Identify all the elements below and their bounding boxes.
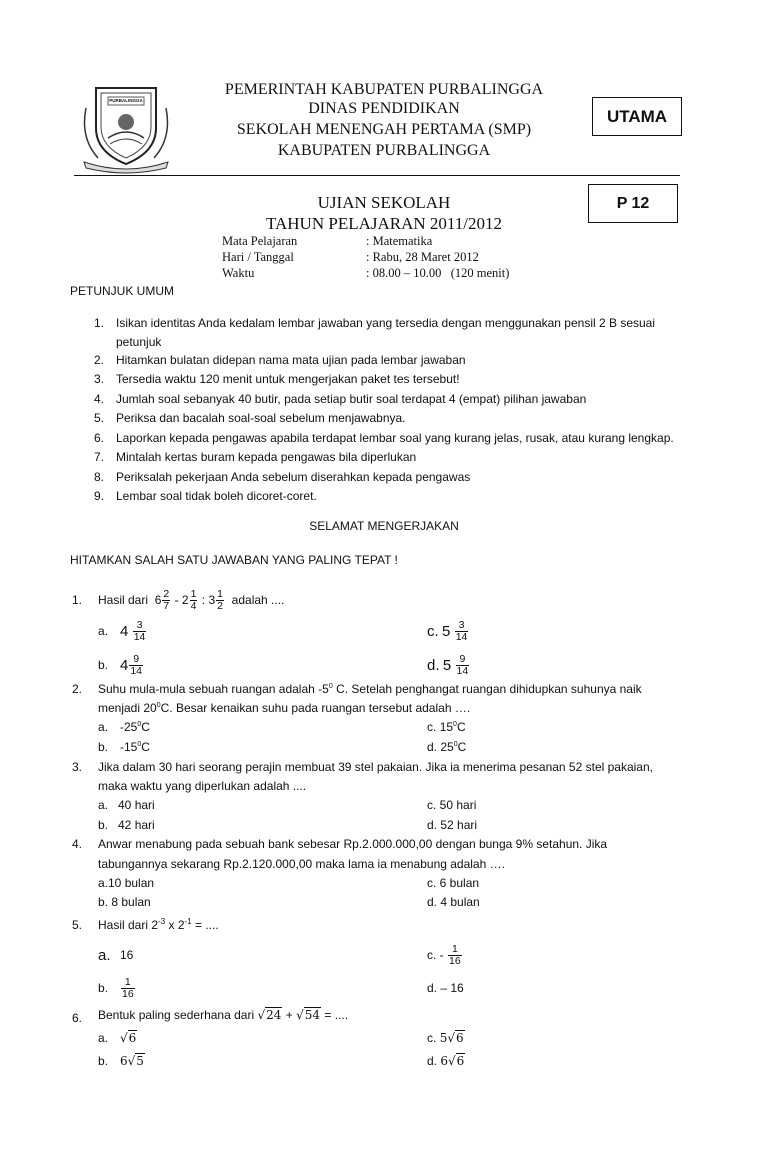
option-c[interactable]: c. 5 $\frac{3}{14}$ — [427, 619, 468, 643]
list-number: 2. — [94, 353, 105, 367]
list-item: Isikan identitas Anda kedalam lembar jawaban yang tersedia dengan menggunakan pensil 2 B sesuai — [116, 316, 656, 330]
list-item: Lembar soal tidak boleh dicoret-coret. — [116, 489, 317, 503]
instructions-heading: PETUNJUK UMUM — [70, 284, 174, 298]
list-item: Hitamkan bulatan didepan nama mata ujian pada lembar jawaban — [116, 353, 466, 367]
question-number: 5. — [72, 918, 83, 932]
option-a[interactable]: a. √6 — [98, 1031, 137, 1045]
meta-time — [222, 266, 509, 281]
header-government: PEMERINTAH KABUPATEN PURBALINGGA — [224, 81, 544, 98]
operator: : — [201, 593, 206, 607]
option-a[interactable]: a. 16 — [98, 946, 134, 964]
mixed-whole: 6 — [154, 593, 162, 607]
list-number: 1. — [94, 316, 105, 330]
exam-title: UJIAN SEKOLAH — [317, 193, 451, 212]
option-d[interactable]: d. 5 $\frac{9}{14}$ — [427, 653, 469, 677]
meta-value: : Matematika — [366, 234, 433, 248]
list-number: 7. — [94, 450, 105, 464]
question-text — [98, 582, 284, 618]
meta-label: Mata Pelajaran — [222, 234, 298, 248]
list-number: 8. — [94, 470, 105, 484]
list-number: 5. — [94, 411, 105, 425]
list-number: 6. — [94, 431, 105, 445]
list-item: Mintalah kertas buram kepada pengawas bila diperlukan — [116, 450, 417, 464]
question-suffix: adalah .... — [231, 593, 285, 607]
list-item: Periksa dan bacalah soal-soal sebelum menjawabnya. — [116, 411, 406, 425]
option-d[interactable]: d. $25^0C$ — [427, 740, 467, 754]
fraction: $\frac{1}{16}$ — [449, 943, 461, 967]
option-b[interactable]: b. $-15^0C$ — [98, 740, 150, 754]
operator: - — [174, 593, 179, 607]
fraction: $\frac{2}{7}$ — [163, 588, 170, 612]
header-divider — [74, 175, 680, 176]
list-number: 9. — [94, 489, 105, 503]
option-b[interactable]: b. $\frac{1}{16}$ — [98, 976, 134, 1000]
header-school: SEKOLAH MENENGAH PERTAMA (SMP) — [236, 121, 532, 138]
meta-subject — [222, 234, 432, 249]
option-c[interactable]: c. 50 hari — [427, 798, 477, 812]
question-text-line: Suhu mula-mula sebuah ruangan adalah $-5^0$ C. Setelah penghangat ruangan dihidupkan suhunya naik — [98, 682, 642, 696]
option-d[interactable]: d. 4 bulan — [427, 895, 480, 909]
option-a[interactable]: a. 40 hari — [98, 798, 155, 812]
question-text-line: Jika dalam 30 hari seorang perajin membuat 39 stel pakaian. Jika ia menerima pesanan 52 stel pakaian, — [98, 760, 653, 774]
question-prefix: Hasil dari — [98, 593, 149, 607]
option-d[interactable]: d. 6√6 — [427, 1054, 465, 1068]
option-c[interactable]: c. 5√6 — [427, 1031, 464, 1045]
option-b[interactable]: b. 42 hari — [98, 818, 155, 832]
list-item: Tersedia waktu 120 menit untuk mengerjakan paket tes tersebut! — [116, 372, 460, 386]
header-department: DINAS PENDIDIKAN — [308, 100, 460, 117]
list-item: Laporkan kepada pengawas apabila terdapat lembar soal yang kurang jelas, rusak, atau kurang lengkap. — [116, 431, 674, 445]
question-number: 6. — [72, 1011, 83, 1025]
square-root: √54 — [296, 1008, 321, 1022]
fraction: $\frac{1}{4}$ — [190, 588, 197, 612]
list-item-continued: petunjuk — [116, 335, 162, 349]
option-c[interactable]: c. $15^0C$ — [427, 720, 466, 734]
list-number: 4. — [94, 392, 105, 406]
question-text-line: maka waktu yang diperlukan adalah .... — [98, 779, 307, 793]
mixed-whole: 2 — [181, 593, 189, 607]
question-number: 1. — [72, 593, 83, 607]
badge-utama: UTAMA — [592, 97, 682, 136]
question-number: 3. — [72, 760, 83, 774]
fraction: $\frac{9}{14}$ — [130, 653, 143, 677]
question-text: Bentuk paling sederhana dari √24 + √54 = .... — [98, 1008, 349, 1022]
header-regency: KABUPATEN PURBALINGGA — [277, 142, 491, 159]
question-number: 4. — [72, 837, 83, 851]
fraction: $\frac{3}{14}$ — [455, 619, 468, 643]
option-c[interactable]: c. - $\frac{1}{16}$ — [427, 943, 461, 967]
question-text-line: tabungannya sekarang Rp.2.120.000,00 maka lama ia menabung adalah …. — [98, 857, 505, 871]
question-text-line: Anwar menabung pada sebuah bank sebesar Rp.2.000.000,00 dengan bunga 9% setahun. Jika — [98, 837, 608, 851]
fraction: $\frac{3}{14}$ — [133, 619, 146, 643]
list-item: Jumlah soal sebanyak 40 butir, pada setiap butir soal terdapat 4 (empat) pilihan jawaban — [116, 392, 587, 406]
option-a[interactable]: a.10 bulan — [98, 876, 155, 890]
list-item: Periksalah pekerjaan Anda sebelum diserahkan kepada pengawas — [116, 470, 471, 484]
badge-package-code: P 12 — [588, 184, 678, 223]
meta-value: : Rabu, 28 Maret 2012 — [366, 250, 479, 264]
question-text: Hasil dari $2^{-3}$ x $2^{-1}$ = .... — [98, 917, 219, 932]
list-number: 3. — [94, 372, 105, 386]
logo-text: PURBALINGGA — [109, 98, 143, 103]
question-text-line: menjadi $20^0C$. Besar kenaikan suhu pada ruangan tersebut adalah …. — [98, 701, 471, 715]
meta-value: : 08.00 – 10.00 (120 menit) — [366, 266, 510, 280]
question-number: 2. — [72, 682, 83, 696]
option-b[interactable]: b. 4 $\frac{9}{14}$ — [98, 653, 143, 677]
option-b[interactable]: b. 6√5 — [98, 1054, 144, 1068]
meta-label: Waktu — [222, 266, 255, 280]
option-a[interactable]: a. $-25^0C$ — [98, 720, 150, 734]
mixed-whole: 3 — [208, 593, 216, 607]
answer-directive: HITAMKAN SALAH SATU JAWABAN YANG PALING TEPAT ! — [70, 553, 398, 567]
fraction: $\frac{1}{2}$ — [217, 588, 223, 612]
fraction: $\frac{1}{16}$ — [122, 976, 134, 1000]
option-d[interactable]: d. 52 hari — [427, 818, 478, 832]
option-b[interactable]: b. 8 bulan — [98, 895, 151, 909]
closing-message: SELAMAT MENGERJAKAN — [309, 519, 459, 533]
exam-year: TAHUN PELAJARAN 2011/2012 — [265, 214, 502, 233]
option-a[interactable]: a. 4 $\frac{3}{14}$ — [98, 619, 146, 643]
meta-label: Hari / Tanggal — [222, 250, 294, 264]
fraction: $\frac{9}{14}$ — [456, 653, 469, 677]
square-root: √24 — [257, 1008, 282, 1022]
option-c[interactable]: c. 6 bulan — [427, 876, 480, 890]
option-d[interactable]: d. – 16 — [427, 981, 464, 995]
meta-date — [222, 250, 479, 265]
